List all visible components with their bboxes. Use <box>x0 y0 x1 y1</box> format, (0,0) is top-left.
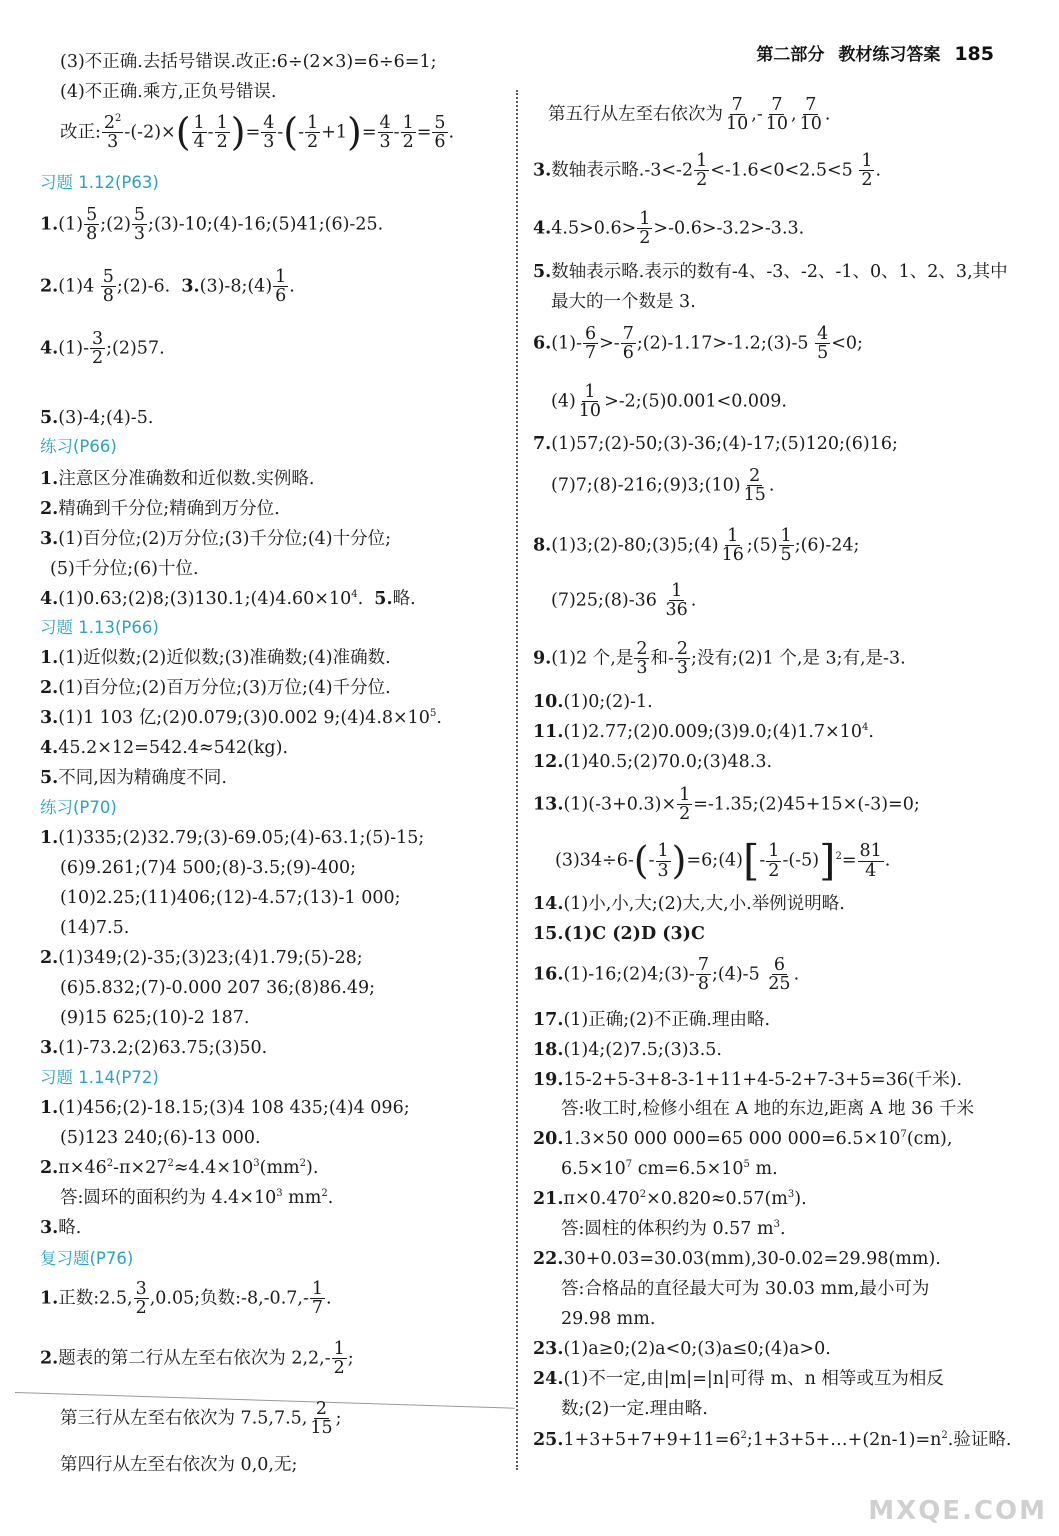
answer-line: (9)15 625;(10)-2 187. <box>60 1008 250 1028</box>
answer-line: 3.数轴表示略.-3<-2 $\frac{1}{2}$ <-1.6<0<2.5<5 $\frac{1}{2}$ . <box>533 151 882 191</box>
answer-line: 1.正数:2.5, $\frac{3}{2}$ ,0.05;负数:-8,-0.7,- $\frac{1}{7}$ . <box>40 1279 332 1319</box>
section-heading: 练习(P70) <box>40 798 117 817</box>
page-header <box>756 40 994 65</box>
answer-line: 第四行从左至右依次为 0,0,无; <box>60 1455 298 1475</box>
answer-line: (14)7.5. <box>60 918 130 938</box>
answer-line: 3.略. <box>40 1218 82 1238</box>
answer-line: 3.(1)1 103 亿;(2)0.079;(3)0.002 $9;(4)4.8\times 10^5$. <box>40 708 442 728</box>
answer-line: 3.(1)-73.2;(2)63.75;(3)50. <box>40 1038 268 1058</box>
answer-line: 8.(1)3;(2)-80;(3)5;(4) $\frac{1}{16}$ ;(5) $\frac{1}{5}$ ;(6)-24; <box>533 526 860 566</box>
header-part: 第二部分 <box>756 45 825 65</box>
answer-line: 1.注意区分准确数和近似数.实例略. <box>40 469 315 489</box>
answer-line: 最大的一个数是 3. <box>551 292 696 312</box>
answer-line: 答:圆环的面积约为 $4.4\times 10^3$ $mm^2$. <box>60 1188 334 1208</box>
answer-line: $4.(1)0.63;(2)8;(3)130.1;(4)4.60\times 10^4$. 5.略. <box>40 589 416 609</box>
answer-line: 1.(1)456;(2)-18.15;(3)4 108 435;(4)4 096; <box>40 1098 410 1118</box>
answer-line: (6)5.832;(7)-0.000 207 36;(8)86.49; <box>60 978 376 998</box>
answer-line: 20.1.3×50 000 000=65 000 $000=6.5\times 10^7(cm)$, <box>533 1129 953 1149</box>
answer-line-correction: 改正: $\frac{2^2}{3}$ -(-2)×( $\frac{1}{4}$ - $\frac{1}{2}$ )= $\frac{4}{3}$ -(- $\frac{1}{2}$ +1)= $\frac{4}{3}$ - $\frac{1}{2}$ = $\frac{5}{6}$ . <box>60 110 455 154</box>
answer-line: 答:合格品的直径最大可为 30.03 mm,最小可为 <box>561 1279 930 1299</box>
answer-line: (10)2.25;(11)406;(12)-4.57;(13)-1 000; <box>60 888 401 908</box>
answer-line: (6)9.261;(7)4 500;(8)-3.5;(9)-400; <box>60 858 356 878</box>
answer-line: 17.(1)正确;(2)不正确.理由略. <box>533 1010 771 1030</box>
answer-line: 4.45.2×12=542.4≈542(kg). <box>40 738 289 758</box>
answer-line: $2.\pi\times 46^2-\pi\times 27^2\approx 4.4\times 10^3(mm^2)$. <box>40 1158 319 1178</box>
answer-line: (5)123 240;(6)-13 000. <box>60 1128 261 1148</box>
answer-line: 5.(3)-4;(4)-5. <box>40 408 154 428</box>
answer-line: 19.15-2+5-3+8-3-1+11+4-5-2+7-3+5=36(千米). <box>533 1070 963 1090</box>
section-heading: 习题 1.12(P63) <box>40 173 159 192</box>
answer-line: 2.精确到千分位;精确到万分位. <box>40 499 280 519</box>
answer-line: 14.(1)小,小,大;(2)大,大,小.举例说明略. <box>533 894 845 914</box>
answer-line: 第三行从左至右依次为 7.5,7.5, $\frac{2}{15}$ ; <box>60 1399 342 1439</box>
answer-line: $6.5\times 10^7$ $cm=6.5\times 10^5$ m. <box>561 1159 778 1179</box>
answer-line: 2.题表的第二行从左至右依次为 2,2,- $\frac{1}{2}$ ; <box>40 1339 354 1379</box>
section-heading: 习题 1.13(P66) <box>40 618 159 637</box>
column-divider <box>516 90 518 1470</box>
answer-line: 16.(1)-16;(2)4;(3)- $\frac{7}{8}$ ;(4)-5 $\frac{6}{25}$ . <box>533 955 800 995</box>
answer-line: 7.(1)57;(2)-50;(3)-36;(4)-17;(5)120;(6)16; <box>533 434 898 454</box>
answer-line: 1.(1) $\frac{5}{8}$ ;(2) $\frac{5}{3}$ ;(3)-10;(4)-16;(5)41;(6)-25. <box>40 205 384 245</box>
answer-line: 3.(1)百分位;(2)万分位;(3)千分位;(4)十分位; <box>40 529 392 549</box>
answer-line: (5)千分位;(6)十位. <box>50 559 199 579</box>
answer-line: 9.(1)2 个,是 $\frac{2}{3}$ 和- $\frac{2}{3}$ ;没有;(2)1 个,是 3;有,是-3. <box>533 639 906 679</box>
answer-line: 答:收工时,检修小组在 A 地的东边,距离 A 地 36 千米 <box>561 1099 974 1119</box>
answer-line: 1.(1)近似数;(2)近似数;(3)准确数;(4)准确数. <box>40 648 391 668</box>
answer-line: 第五行从左至右依次为 $\frac{7}{10}$ ,- $\frac{7}{10}$ , $\frac{7}{10}$ . <box>548 95 831 135</box>
answer-line: 答:圆柱的体积约为 0.57 $m^3$. <box>561 1219 786 1239</box>
answer-line: (4) $\frac{1}{10}$ >-2;(5)0.001<0.009. <box>551 382 787 422</box>
section-heading: 练习(P66) <box>40 437 117 456</box>
section-heading: 复习题(P76) <box>40 1249 134 1268</box>
answer-line: 4.4.5>0.6> $\frac{1}{2}$ >-0.6>-3.2>-3.3. <box>533 209 805 249</box>
answer-line: 22.30+0.03=30.03(mm),30-0.02=29.98(mm). <box>533 1249 941 1269</box>
answer-line: 1.(1)335;(2)32.79;(3)-69.05;(4)-63.1;(5)-15; <box>40 828 425 848</box>
page-number: 185 <box>954 43 994 65</box>
answer-line: (7)25;(8)-36 $\frac{1}{36}$ . <box>551 581 697 621</box>
section-heading: 习题 1.14(P72) <box>40 1068 159 1087</box>
answer-line: 10.(1)0;(2)-1. <box>533 692 653 712</box>
answer-line: 13.(1)(-3+0.3)× $\frac{1}{2}$ =-1.35;(2)45+15×(-3)=0; <box>533 785 920 825</box>
answer-line: 2.(1)349;(2)-35;(3)23;(4)1.79;(5)-28; <box>40 948 363 968</box>
answer-line: 29.98 mm. <box>561 1309 656 1329</box>
answer-line: 5.不同,因为精确度不同. <box>40 768 227 788</box>
answer-line: 18.(1)4;(2)7.5;(3)3.5. <box>533 1040 722 1060</box>
site-watermark: MXQE.COM <box>868 1496 1047 1526</box>
answer-line: 数;(2)一定.理由略. <box>561 1399 708 1419</box>
answer-line: (7)7;(8)-216;(9)3;(10) $\frac{2}{15}$ . <box>551 466 775 506</box>
answer-line: (4)不正确.乘方,正负号错误. <box>60 82 277 102</box>
answer-line: (3)不正确.去括号错误.改正:6÷(2×3)=6÷6=1; <box>60 52 437 72</box>
answer-line: 2.(1)百分位;(2)百万分位;(3)万位;(4)千分位. <box>40 678 391 698</box>
answer-line: $11.(1)2.77;(2)0.009;(3)9.0;(4)1.7\times 10^4$. <box>533 722 874 742</box>
answer-line: $25.1+3+5+7+9+11=6^2;1+3+5+\dots+(2n-1)=n^2$.验证略. <box>533 1430 1012 1450</box>
answer-line: $21.\pi\times 0.470^2\times 0.820\approx 0.57(m^3)$. <box>533 1189 807 1209</box>
answer-line: 12.(1)40.5;(2)70.0;(3)48.3. <box>533 752 773 772</box>
answer-line: 2.(1)4 $\frac{5}{8}$ ;(2)-6. 3.(3)-8;(4) $\frac{1}{6}$ . <box>40 267 295 307</box>
answer-line: 6.(1)- $\frac{6}{7}$ >- $\frac{7}{6}$ ;(2)-1.17>-1.2;(3)-5 $\frac{4}{5}$ <0; <box>533 324 863 364</box>
answer-line: 5.数轴表示略.表示的数有-4、-3、-2、-1、0、1、2、3,其中 <box>533 262 1008 282</box>
answer-line: 23.(1)a≥0;(2)a<0;(3)a≤0;(4)a>0. <box>533 1339 831 1359</box>
answer-line: 15.(1)C (2)D (3)C <box>533 924 705 944</box>
header-title: 教材练习答案 <box>838 45 941 65</box>
answer-line: (3)34÷6-(- $\frac{1}{3}$ )=6;(4)[- $\frac{1}{2}$ -(-5)]$^2$= $\frac{81}{4}$ . <box>555 836 891 885</box>
answer-line: 4.(1)- $\frac{3}{2}$ ;(2)57. <box>40 329 165 369</box>
answer-line: 24.(1)不一定,由|m|=|n|可得 m、n 相等或互为相反 <box>533 1369 944 1389</box>
